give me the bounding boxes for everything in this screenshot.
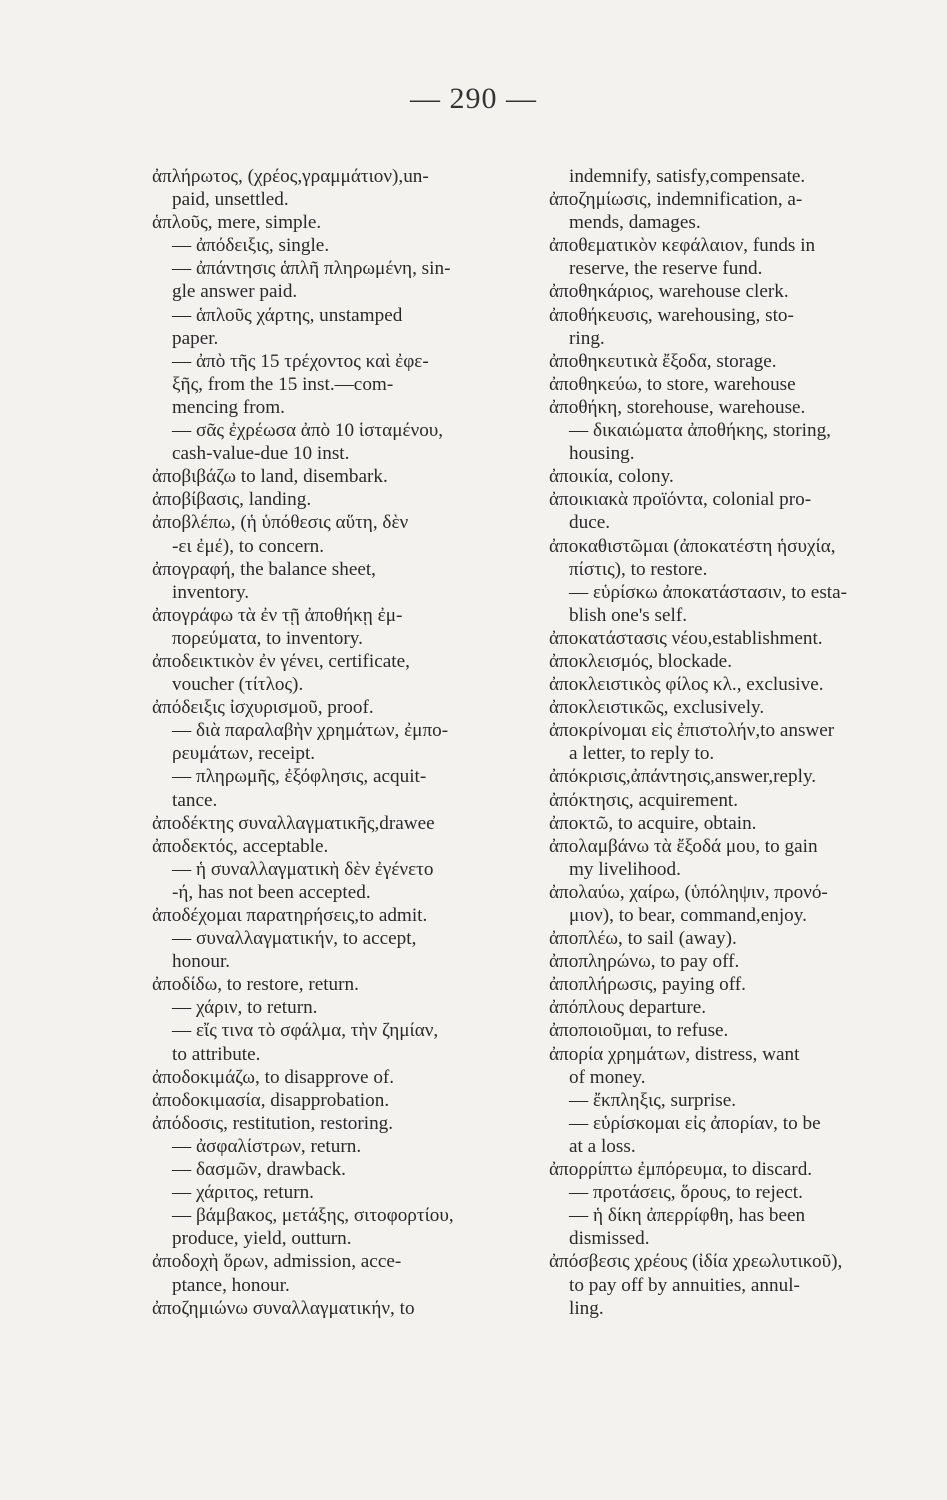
- dictionary-line: voucher (τίτλος).: [172, 674, 304, 696]
- dictionary-line: ἀποβιβάζω to land, disembark.: [152, 466, 388, 488]
- dictionary-line: ling.: [569, 1297, 604, 1319]
- dictionary-line: ἀποθεματικὸν κεφάλαιον, funds in: [549, 235, 816, 257]
- dictionary-line: — εἴς τινα τὸ σφάλμα, τὴν ζημίαν,: [172, 1020, 439, 1042]
- dictionary-line: — προτάσεις, ὅρους, to reject.: [569, 1182, 803, 1204]
- dictionary-line: ptance, honour.: [172, 1274, 290, 1296]
- dictionary-line: ἀποδοχὴ ὅρων, admission, acce-: [152, 1251, 402, 1273]
- dictionary-line: — διὰ παραλαβὴν χρημάτων, ἐμπο-: [172, 720, 449, 742]
- dictionary-line: produce, yield, outturn.: [172, 1228, 352, 1250]
- page-number: — 290 —: [410, 82, 537, 115]
- dictionary-line: ἀποδεικτικὸν ἐν γένει, certificate,: [152, 650, 410, 672]
- dictionary-line: — ἀπόδειξις, single.: [172, 235, 330, 257]
- dictionary-line: — χάριν, to return.: [172, 997, 318, 1019]
- dictionary-line: ἀπολαμβάνω τὰ ἔξοδά μου, to gain: [549, 835, 818, 857]
- dictionary-line: ἀποβίβασις, landing.: [152, 489, 312, 511]
- dictionary-line: ἀποζημίωσις, indemnification, a-: [549, 189, 803, 211]
- dictionary-line: — ἁπλοῦς χάρτης, unstamped: [172, 304, 403, 326]
- dictionary-line: — δικαιώματα ἀποθήκης, storing,: [569, 420, 831, 442]
- dictionary-line: ἀποποιοῦμαι, to refuse.: [549, 1020, 729, 1042]
- dictionary-line: ἀπόσβεσις χρέους (ἰδία χρεωλυτικοῦ),: [549, 1251, 843, 1273]
- dictionary-line: — ἔκπληξις, surprise.: [569, 1089, 737, 1111]
- dictionary-line: ring.: [569, 327, 605, 349]
- dictionary-line: paid, unsettled.: [172, 189, 289, 211]
- dictionary-line: ἀποδέκτης συναλλαγματικῆς,drawee: [152, 812, 435, 834]
- dictionary-line: mencing from.: [172, 396, 285, 418]
- dictionary-line: ἀπόδειξις ἰσχυρισμοῦ, proof.: [152, 697, 374, 719]
- dictionary-line: ἀποδοκιμάζω, to disapprove of.: [152, 1066, 395, 1088]
- dictionary-line: to pay off by annuities, annul-: [569, 1274, 800, 1296]
- dictionary-line: at a loss.: [569, 1135, 636, 1157]
- dictionary-line: ἀποκλειστικῶς, exclusively.: [549, 697, 765, 719]
- dictionary-line: ἀποπλήρωσις, paying off.: [549, 974, 746, 996]
- dictionary-line: — δασμῶν, drawback.: [172, 1159, 346, 1181]
- dictionary-line: tance.: [172, 789, 218, 811]
- dictionary-line: indemnify, satisfy,compensate.: [569, 166, 806, 187]
- dictionary-line: ἀποζημιώνω συναλλαγματικήν, to: [152, 1297, 415, 1319]
- dictionary-line: ἀποικιακὰ προϊόντα, colonial pro-: [549, 489, 812, 511]
- dictionary-line: πίστις), to restore.: [569, 558, 708, 580]
- dictionary-line: housing.: [569, 443, 635, 465]
- dictionary-line: — εὑρίσκω ἀποκατάστασιν, to esta-: [569, 581, 848, 603]
- dictionary-line: ἀποδέχομαι παρατηρήσεις,to admit.: [152, 905, 428, 926]
- dictionary-line: dismissed.: [569, 1228, 650, 1250]
- dictionary-line: ἀποπλέω, to sail (away).: [549, 928, 737, 950]
- dictionary-line: ἀπορία χρημάτων, distress, want: [549, 1043, 800, 1065]
- dictionary-line: πορεύματα, to inventory.: [172, 627, 363, 649]
- dictionary-line: ἀποικία, colony.: [549, 466, 674, 488]
- dictionary-line: — συναλλαγματικήν, to accept,: [172, 928, 417, 950]
- dictionary-line: ἀποθηκευτικὰ ἔξοδα, storage.: [549, 350, 777, 372]
- dictionary-line: of money.: [569, 1066, 646, 1088]
- dictionary-line: ἀποθήκη, storehouse, warehouse.: [549, 396, 806, 418]
- dictionary-line: ἀποθήκευσις, warehousing, sto-: [549, 304, 794, 326]
- dictionary-line: ἀποκλεισμός, blockade.: [549, 650, 732, 672]
- dictionary-line: cash-value-due 10 inst.: [172, 443, 350, 465]
- dictionary-line: mends, damages.: [569, 212, 701, 234]
- dictionary-line: reserve, the reserve fund.: [569, 258, 763, 280]
- dictionary-line: gle answer paid.: [172, 281, 298, 303]
- dictionary-line: honour.: [172, 951, 231, 973]
- dictionary-line: — πληρωμῆς, ἐξόφλησις, acquit-: [172, 766, 427, 788]
- dictionary-line: ἀποθηκάριος, warehouse clerk.: [549, 281, 789, 303]
- dictionary-line: ἀποδοκιμασία, disapprobation.: [152, 1089, 390, 1111]
- dictionary-line: ἀπόκτησις, acquirement.: [549, 789, 739, 811]
- dictionary-line: ἀποκρίνομαι εἰς ἐπιστολήν,to answer: [549, 720, 835, 742]
- dictionary-line: ἀποδεκτός, acceptable.: [152, 835, 329, 857]
- dictionary-line: ἀπογράφω τὰ ἐν τῇ ἀποθήκῃ ἐμ-: [152, 604, 403, 626]
- dictionary-line: ἀποκτῶ, to acquire, obtain.: [549, 812, 757, 834]
- dictionary-line: ἀπόκρισις,ἀπάντησις,answer,reply.: [549, 766, 817, 788]
- dictionary-line: ἀπλήρωτος, (χρέος,γραμμάτιον),un-: [152, 166, 429, 187]
- dictionary-line: ἀποκατάστασις νέου,establishment.: [549, 627, 823, 649]
- dictionary-line: ἀποπληρώνω, to pay off.: [549, 951, 740, 973]
- dictionary-line: ἀπορρίπτω ἐμπόρευμα, to discard.: [549, 1159, 813, 1181]
- dictionary-line: — ἡ δίκη ἀπερρίφθη, has been: [569, 1205, 806, 1227]
- dictionary-line: to attribute.: [172, 1043, 261, 1065]
- dictionary-line: ἀποδίδω, to restore, return.: [152, 974, 359, 996]
- dictionary-line: paper.: [172, 327, 219, 349]
- dictionary-line: μιον), to bear, command,enjoy.: [569, 905, 807, 926]
- dictionary-line: my livelihood.: [569, 858, 681, 880]
- dictionary-line: ἀπόπλους departure.: [549, 997, 707, 1019]
- dictionary-line: — ἀπὸ τῆς 15 τρέχοντος καὶ ἐφε-: [172, 350, 429, 372]
- dictionary-line: — βάμβακος, μετάξης, σιτοφορτίου,: [172, 1205, 454, 1227]
- dictionary-line: ἀποκαθιστῶμαι (ἀποκατέστη ἡσυχία,: [549, 535, 836, 557]
- dictionary-line: ξῆς, from the 15 inst.—com-: [172, 373, 394, 395]
- dictionary-line: ἁπλοῦς, mere, simple.: [152, 212, 322, 234]
- dictionary-line: ἀποκλειστικὸς φίλος κλ., exclusive.: [549, 674, 824, 696]
- dictionary-line: -ει ἐμέ), to concern.: [172, 535, 325, 557]
- dictionary-line: ἀπόδοσις, restitution, restoring.: [152, 1112, 394, 1134]
- right-column: [549, 165, 911, 1320]
- dictionary-line: a letter, to reply to.: [569, 743, 715, 765]
- dictionary-line: blish one's self.: [569, 604, 688, 626]
- left-column: [152, 165, 514, 1320]
- dictionary-line: — χάριτος, return.: [172, 1182, 314, 1204]
- dictionary-line: — εὑρίσκομαι εἰς ἀπορίαν, to be: [569, 1112, 821, 1134]
- dictionary-line: ἀπολαύω, χαίρω, (ὑπόληψιν, προνό-: [549, 881, 828, 903]
- dictionary-line: ρευμάτων, receipt.: [172, 743, 316, 765]
- dictionary-line: — ἀπάντησις ἁπλῆ πληρωμένη, sin-: [172, 258, 451, 280]
- dictionary-line: duce.: [569, 512, 611, 534]
- dictionary-line: ἀποθηκεύω, to store, warehouse: [549, 373, 796, 395]
- dictionary-line: ἀπογραφή, the balance sheet,: [152, 558, 376, 580]
- dictionary-line: inventory.: [172, 581, 250, 603]
- dictionary-line: — σᾶς ἐχρέωσα ἀπὸ 10 ἱσταμένου,: [172, 420, 444, 442]
- dictionary-line: — ἀσφαλίστρων, return.: [172, 1135, 362, 1157]
- dictionary-line: ἀποβλέπω, (ἡ ὑπόθεσις αὕτη, δὲν: [152, 512, 409, 534]
- dictionary-line: — ἡ συναλλαγματικὴ δὲν ἐγένετο: [172, 858, 434, 880]
- dictionary-line: -ή, has not been accepted.: [172, 881, 371, 903]
